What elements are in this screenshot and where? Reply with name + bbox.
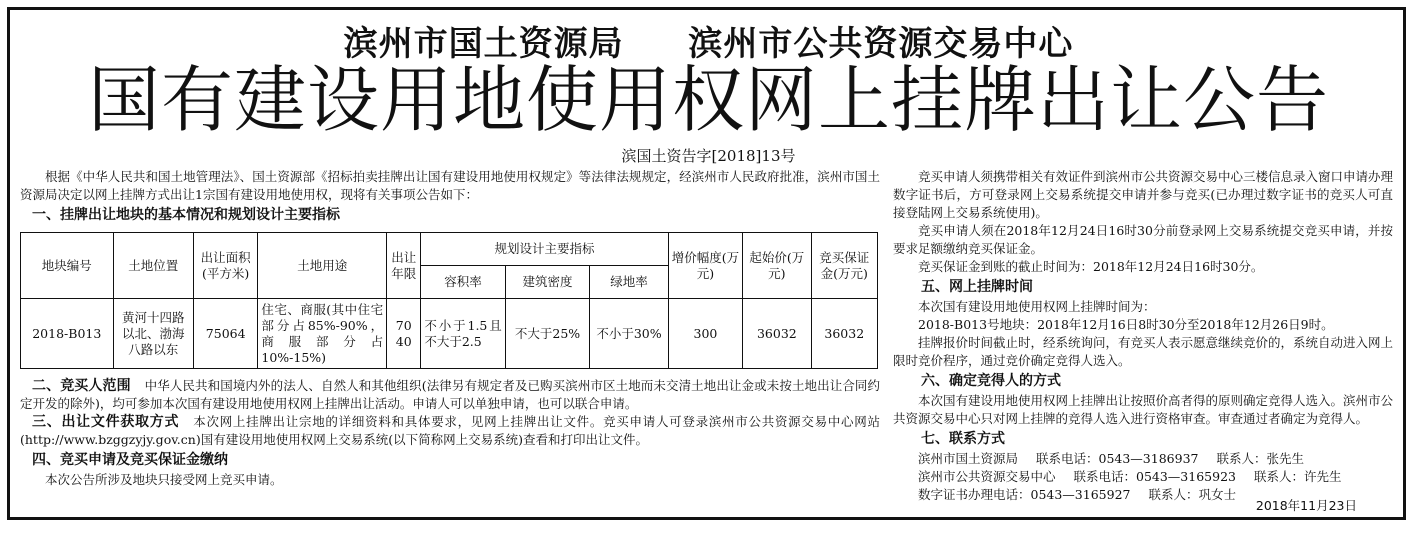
section-1-heading: 一、挂牌出让地块的基本情况和规划设计主要指标	[32, 207, 340, 223]
col-term: 出让年限	[387, 233, 421, 299]
section-3-heading: 三、出让文件获取方式	[32, 414, 180, 430]
cell-start-price: 36032	[743, 299, 811, 369]
col-use: 土地用途	[258, 233, 387, 299]
col-area: 出让面积(平方米)	[194, 233, 258, 299]
section-2-heading: 二、竞买人范围	[32, 378, 131, 394]
cell-far: 不小于1.5且不大于2.5	[421, 299, 505, 369]
col-far: 容积率	[421, 266, 505, 299]
issuer-trading-center: 滨州市公共资源交易中心	[688, 24, 1074, 64]
section-2-body: 中华人民共和国境内外的法人、自然人和其他组织(法律另有规定者及已购买滨州市区土地而未交清土地出让金或未按土地出让合同约定开发的除外)，均可参加本次国有建设用地使用权网上挂牌出让活动。申请人可以单独申请，也可以联合申请。	[20, 378, 881, 411]
col-start-price: 起始价(万元)	[743, 233, 811, 299]
section-4-p1: 本次公告所涉及地块只接受网上竞买申请。	[45, 472, 283, 487]
contact-cert-phone: 数字证书办理电话：0543—3165927	[918, 487, 1131, 502]
section-6-heading: 六、确定竞得人的方式	[921, 373, 1061, 389]
contact-person: 联系人：许先生	[1253, 469, 1342, 484]
section-3	[20, 413, 880, 449]
section-2	[20, 377, 880, 413]
section-6-body: 本次国有建设用地使用权网上挂牌出让按照价高者得的原则确定竞得人选入。滨州市公共资源交易中心只对网上挂牌的竞得人选入进行资格审查。审查通过者确定为竞得人。	[893, 393, 1394, 426]
section-4-p2: 竞买申请人须携带相关有效证件到滨州市公共资源交易中心三楼信息录入窗口申请办理数字证书后，方可登录网上交易系统提交申请并参与竞买(已办理过数字证书的竞买人可直接登陆网上交易系统使用)。	[893, 169, 1394, 220]
section-5-p2: 2018-B013号地块：2018年12月16日8时30分至2018年12月26日9时。	[918, 317, 1334, 332]
contact-org: 滨州市公共资源交易中心	[918, 469, 1056, 484]
col-green: 绿地率	[590, 266, 668, 299]
contact-org: 滨州市国土资源局	[918, 451, 1019, 466]
issuer-land-bureau: 滨州市国土资源局	[343, 24, 624, 64]
cell-density: 不大于25%	[505, 299, 589, 369]
contact-phone: 联系电话：0543—3186937	[1036, 451, 1199, 466]
section-5-p3: 挂牌报价时间截止时，经系统询问，有竞买人表示愿意继续竞价的，系统自动进入网上限时竞价程序，通过竞价确定竞得人选入。	[893, 335, 1394, 368]
contact-row	[893, 450, 1393, 468]
cell-parcel-no: 2018-B013	[21, 299, 114, 369]
cell-area: 75064	[194, 299, 258, 369]
contact-person: 联系人：张先生	[1216, 451, 1304, 466]
announcement-date: 2018年11月23日	[1255, 498, 1357, 513]
cell-green: 不小于30%	[590, 299, 668, 369]
document-number: 滨国土资告字[2018]13号	[621, 147, 796, 165]
section-4-p4: 竞买保证金到账的截止时间为：2018年12月24日16时30分。	[918, 259, 1264, 274]
col-planning-group: 规划设计主要指标	[421, 233, 668, 266]
term-residential: 70	[395, 317, 412, 333]
contact-person: 联系人：巩女士	[1148, 487, 1236, 502]
table-row	[21, 299, 878, 369]
contact-row	[893, 468, 1393, 486]
intro-paragraph: 根据《中华人民共和国土地管理法》、国土资源部《招标拍卖挂牌出让国有建设用地使用权规定》等法律法规规定，经滨州市人民政府批准，滨州市国土资源局决定以网上挂牌方式出让1宗国有建设用地使用权，现将有关事项公告如下：	[20, 169, 880, 202]
contact-phone: 联系电话：0543—3165923	[1073, 469, 1236, 484]
col-location: 土地位置	[113, 233, 193, 299]
section-3-body: 本次网上挂牌出让宗地的详细资料和具体要求，见网上挂牌出让文件。竞买申请人可登录滨州市公共资源交易中心网站(http://www.bzggzyjy.gov.cn)国有建设用地使用权网上交易系统(以下简称网上交易系统)查看和打印出让文件。	[20, 414, 880, 447]
right-column	[893, 168, 1393, 504]
cell-location: 黄河十四路以北、渤海八路以东	[113, 299, 193, 369]
parcel-table	[20, 232, 878, 369]
cell-term	[387, 299, 421, 369]
section-7-heading: 七、联系方式	[921, 431, 1005, 447]
cell-increment: 300	[668, 299, 742, 369]
cell-use: 住宅、商服(其中住宅部分占85%-90%，商服部分占10%-15%)	[258, 299, 387, 369]
cell-deposit: 36032	[811, 299, 877, 369]
section-4-p3: 竞买申请人须在2018年12月24日16时30分前登录网上交易系统提交竞买申请，并按要求足额缴纳竞买保证金。	[893, 223, 1393, 256]
term-commercial: 40	[395, 333, 412, 349]
col-increment: 增价幅度(万元)	[668, 233, 742, 299]
announcement-title: 国有建设用地使用权网上挂牌出让公告	[87, 58, 1329, 142]
col-deposit: 竞买保证金(万元)	[811, 233, 877, 299]
section-4-heading: 四、竞买申请及竞买保证金缴纳	[32, 452, 228, 468]
col-parcel-no: 地块编号	[21, 233, 114, 299]
col-density: 建筑密度	[505, 266, 589, 299]
section-5-p1: 本次国有建设用地使用权网上挂牌时间为：	[918, 299, 1156, 314]
left-column	[20, 168, 880, 489]
section-5-heading: 五、网上挂牌时间	[921, 279, 1033, 295]
